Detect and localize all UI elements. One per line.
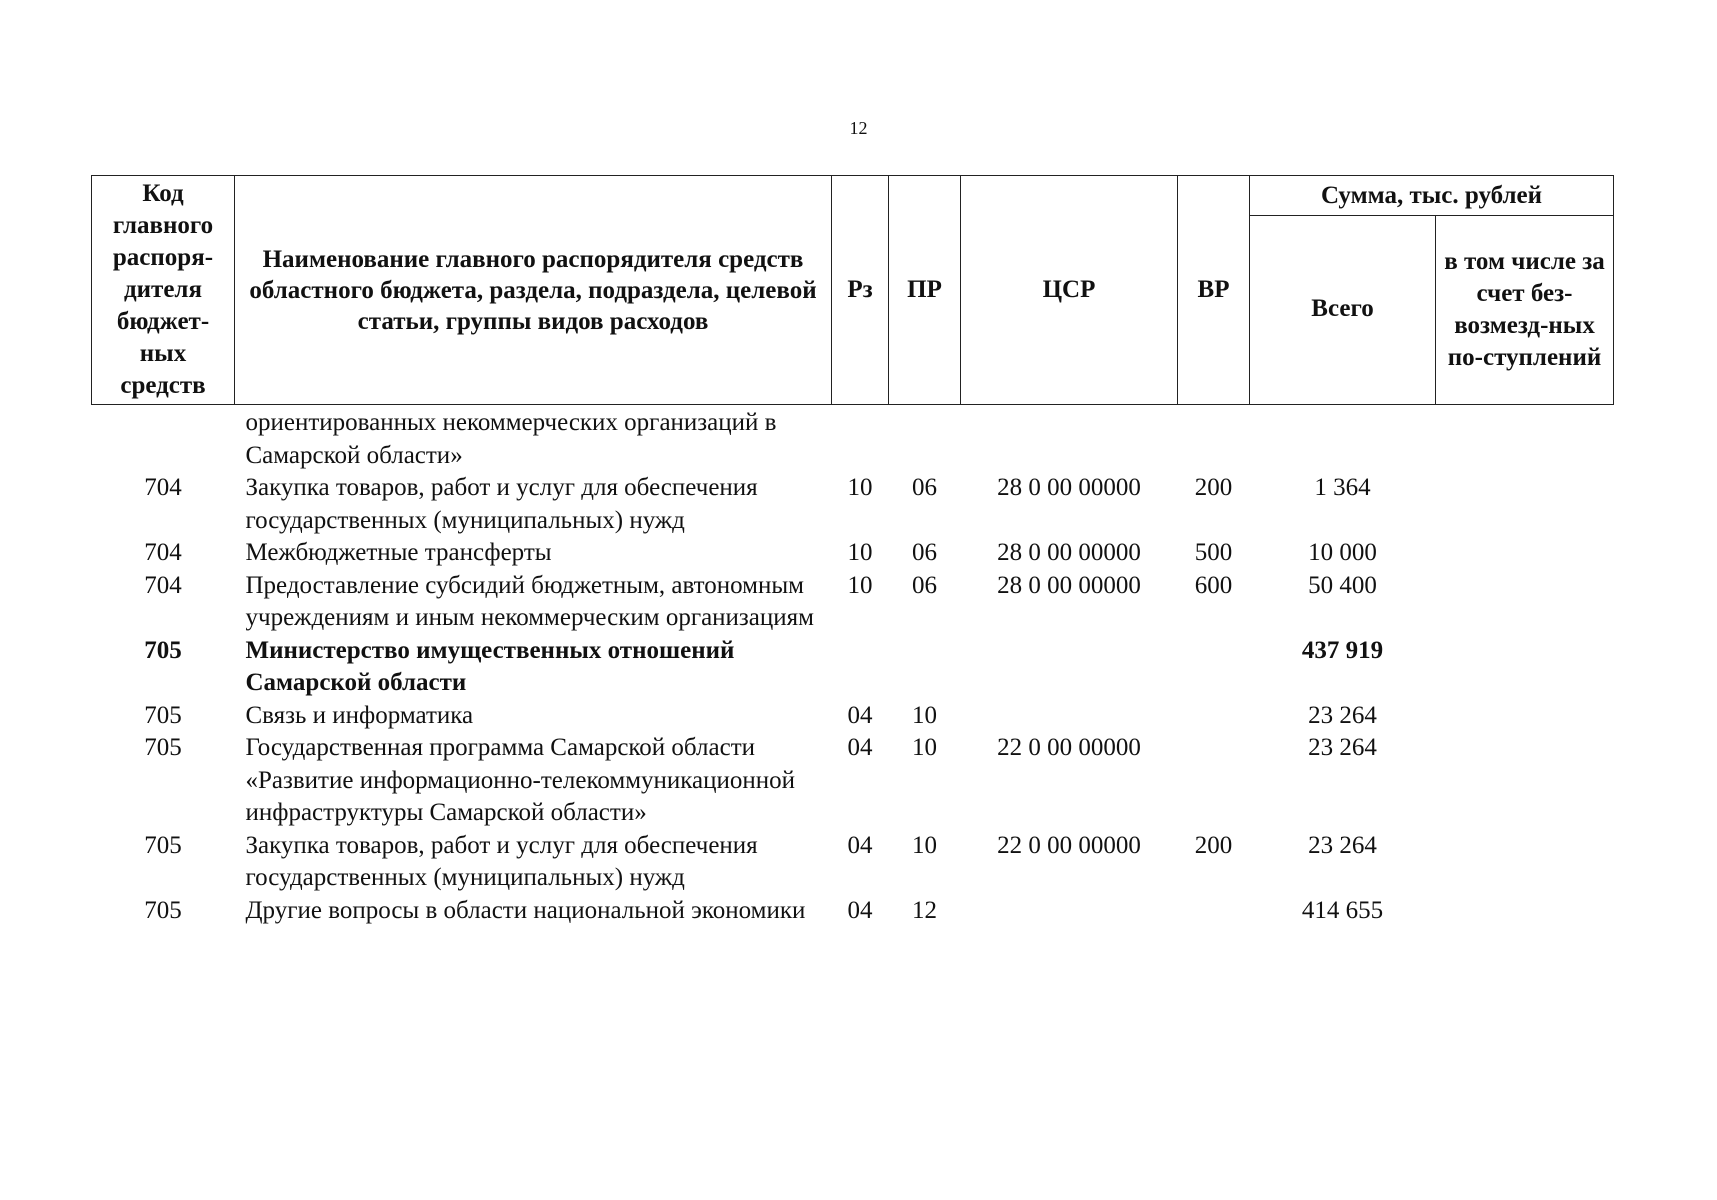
- page-number: 12: [849, 118, 868, 138]
- cell-vr: 200: [1194, 474, 1233, 501]
- header-name: Наименование главного распорядителя средств областного бюджета, раздела, подраздела, целевой статьи, группы видов расходов: [235, 176, 832, 405]
- cell-grants: [1436, 830, 1614, 895]
- cell-rz: 04: [847, 896, 873, 924]
- cell-total: 23 264: [1308, 701, 1377, 729]
- table-row: [92, 830, 1614, 895]
- cell-name: Связь и информатика: [245, 701, 474, 729]
- cell-csr: [961, 405, 1178, 473]
- table-row: [92, 570, 1614, 635]
- cell-vr: 600: [1194, 571, 1233, 599]
- cell-total: 414 655: [1301, 896, 1384, 924]
- table-row: [92, 700, 1614, 733]
- cell-vr: 200: [1194, 831, 1233, 859]
- cell-grants: [1436, 472, 1614, 537]
- cell-csr: 22 0 00 00000: [997, 734, 1141, 761]
- cell-total: 23 264: [1308, 734, 1377, 761]
- cell-name: Другие вопросы в области национальной экономики: [245, 896, 806, 924]
- cell-rz: 04: [847, 734, 873, 761]
- cell-pr: [889, 635, 961, 700]
- cell-rz: 04: [847, 701, 873, 729]
- cell-pr: 10: [912, 701, 937, 729]
- cell-code: 705: [144, 636, 182, 664]
- cell-pr: 06: [912, 474, 937, 501]
- cell-total: 50 400: [1308, 571, 1377, 599]
- cell-grants: [1436, 700, 1614, 733]
- cell-pr: 10: [912, 831, 937, 859]
- cell-code: 704: [144, 474, 182, 501]
- cell-grants: [1436, 537, 1614, 570]
- cell-name: Государственная программа Самарской области «Развитие информационно-телекоммуникационной инфраструктуры Самарской области»: [245, 734, 796, 826]
- header-sum: Сумма, тыс. рублей: [1250, 176, 1614, 216]
- cell-csr: [961, 895, 1178, 928]
- cell-total: 1 364: [1314, 474, 1371, 501]
- cell-rz: 10: [847, 474, 873, 501]
- cell-total: [1250, 405, 1436, 473]
- cell-csr: [961, 635, 1178, 700]
- cell-vr: [1178, 635, 1250, 700]
- cell-rz: 10: [847, 571, 873, 599]
- cell-name: Закупка товаров, работ и услуг для обеспечения государственных (муниципальных) нужд: [245, 474, 758, 534]
- cell-grants: [1436, 895, 1614, 928]
- cell-code: 705: [144, 701, 182, 729]
- table-row: [92, 405, 1614, 473]
- cell-name: Межбюджетные трансферты: [245, 539, 552, 566]
- cell-vr: 500: [1194, 539, 1233, 566]
- cell-pr: [889, 405, 961, 473]
- header-vr: ВР: [1178, 176, 1250, 405]
- cell-grants: [1436, 405, 1614, 473]
- cell-name: ориентированных некоммерческих организаций в Самарской области»: [245, 409, 777, 469]
- table-row-section: [92, 635, 1614, 700]
- cell-vr: [1178, 405, 1250, 473]
- cell-vr: [1178, 732, 1250, 830]
- table-row: [92, 895, 1614, 928]
- table-body: [92, 405, 1614, 928]
- cell-total: 23 264: [1308, 831, 1377, 859]
- cell-grants: [1436, 732, 1614, 830]
- cell-total: 10 000: [1308, 539, 1377, 566]
- table-row: [92, 732, 1614, 830]
- cell-total: 437 919: [1301, 636, 1384, 664]
- header-code: Код главного распоря-дителя бюджет-ных средств: [92, 176, 235, 405]
- cell-vr: [1178, 895, 1250, 928]
- header-csr: ЦСР: [961, 176, 1178, 405]
- cell-pr: 06: [912, 539, 937, 566]
- cell-code: 704: [144, 539, 182, 566]
- cell-code: 705: [144, 831, 182, 859]
- cell-rz: [832, 405, 889, 473]
- cell-code: [92, 405, 235, 473]
- cell-code: 704: [144, 571, 182, 599]
- header-total: Всего: [1250, 216, 1436, 405]
- cell-name: Закупка товаров, работ и услуг для обеспечения государственных (муниципальных) нужд: [245, 831, 758, 891]
- cell-code: 705: [144, 896, 182, 924]
- cell-rz: 04: [847, 831, 873, 859]
- cell-pr: 12: [912, 896, 937, 924]
- cell-csr: 28 0 00 00000: [997, 539, 1141, 566]
- cell-name: Предоставление субсидий бюджетным, автономным учреждениям и иным некоммерческим организациям: [245, 571, 814, 631]
- cell-csr: 28 0 00 00000: [997, 571, 1141, 599]
- cell-grants: [1436, 635, 1614, 700]
- cell-grants: [1436, 570, 1614, 635]
- header-rz: Рз: [832, 176, 889, 405]
- table-row: [92, 537, 1614, 570]
- cell-pr: 06: [912, 571, 937, 599]
- budget-table: [91, 175, 1614, 927]
- cell-rz: [832, 635, 889, 700]
- cell-rz: 10: [847, 539, 873, 566]
- table-row: [92, 472, 1614, 537]
- table-header: [92, 176, 1614, 405]
- cell-code: 705: [144, 734, 182, 761]
- header-pr: ПР: [889, 176, 961, 405]
- cell-csr: 28 0 00 00000: [997, 474, 1141, 501]
- header-grants: в том числе за счет без-возмезд-ных по-ступлений: [1436, 216, 1614, 405]
- cell-name: Министерство имущественных отношений Самарской области: [245, 636, 735, 696]
- cell-pr: 10: [912, 734, 937, 761]
- cell-vr: [1178, 700, 1250, 733]
- cell-csr: [961, 700, 1178, 733]
- cell-csr: 22 0 00 00000: [997, 831, 1141, 859]
